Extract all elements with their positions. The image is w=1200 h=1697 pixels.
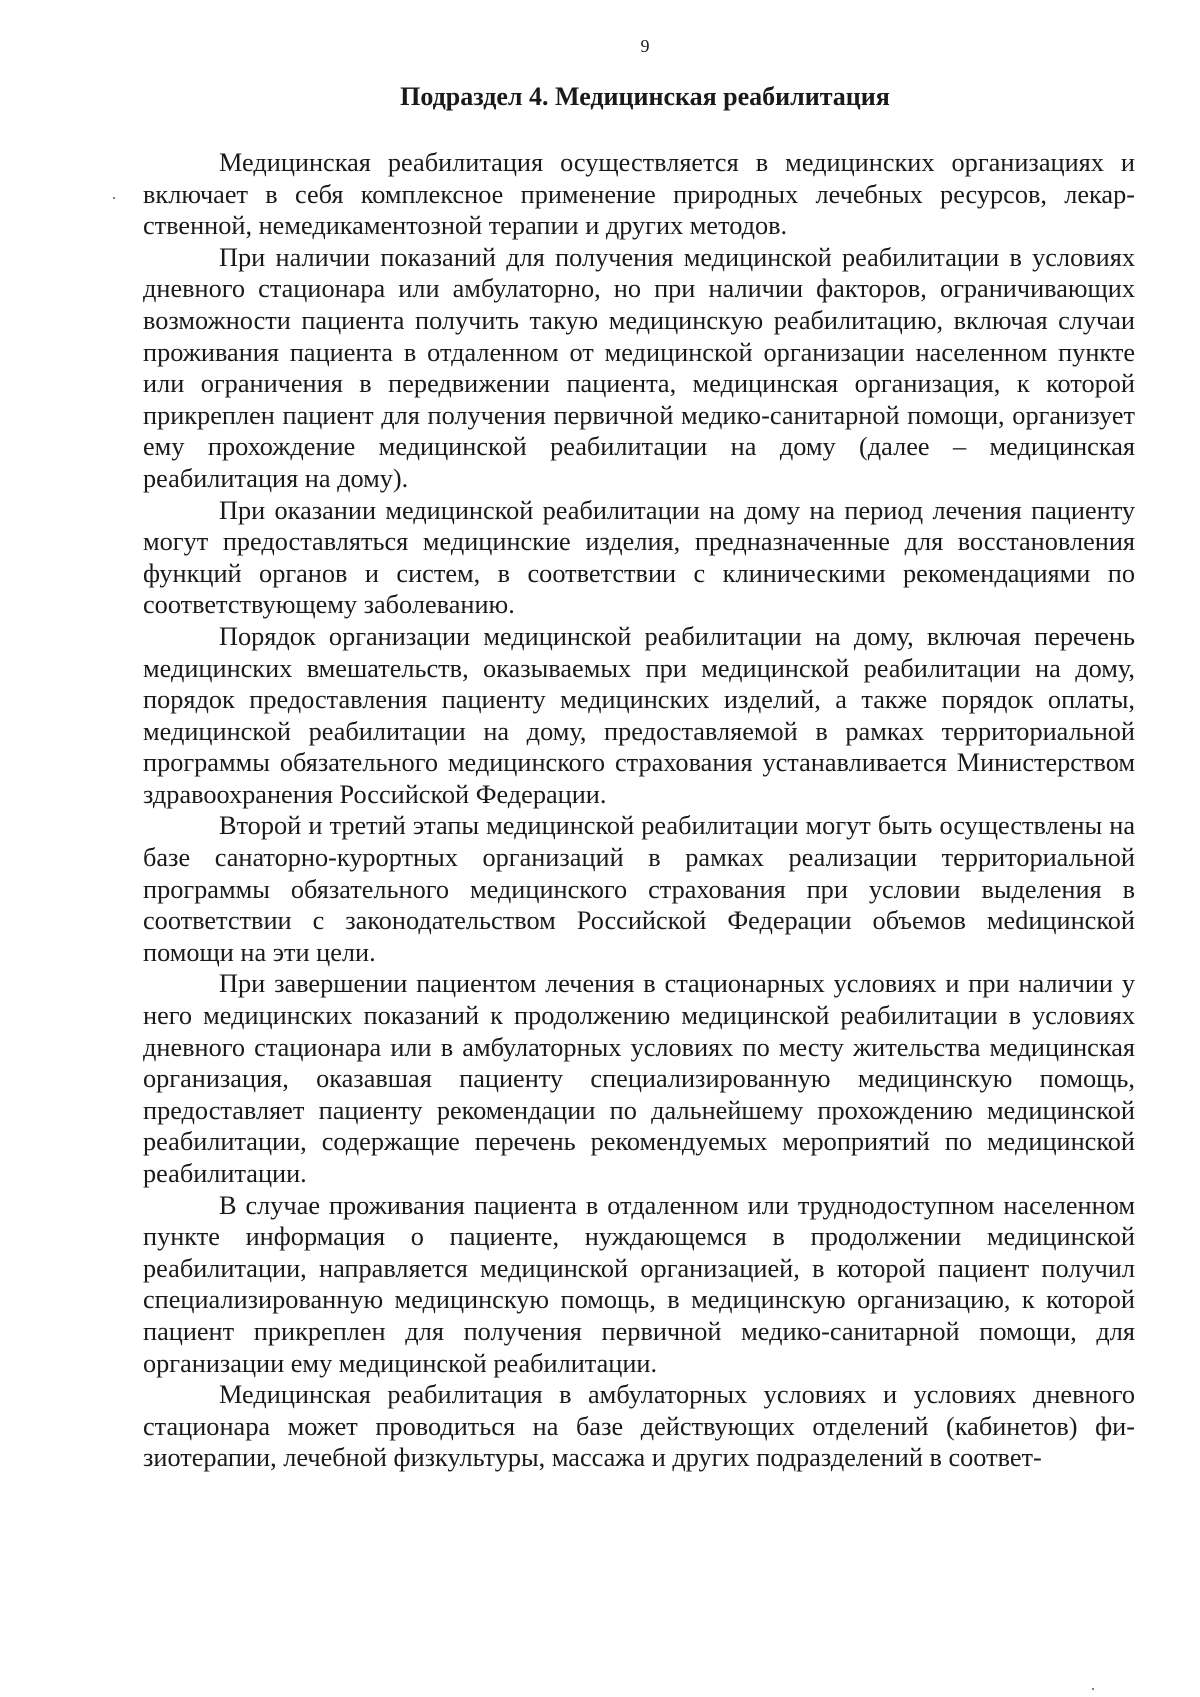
section-title: Подраздел 4. Медицинская реабилитация bbox=[400, 82, 890, 111]
paragraph-1: Медицинская реабилитация осуществляется в медицинских организациях и включает в себя комплексное применение природных лечебных ресурсов, лекарственной, немедикаментозной терапии и других методов. bbox=[143, 148, 1135, 241]
body-text bbox=[143, 147, 1135, 1474]
page-number: 9 bbox=[640, 36, 650, 56]
scan-speck bbox=[113, 197, 115, 199]
paragraph-6: При завершении пациентом лечения в стационарных условиях и при наличии у него медицинских показаний к продолжению медицинской реабилитации в условиях дневного стационара или в амбулаторных условиях по месту жительства медицинская организация, оказавшая пациенту специализированную медицинскую помощь, предоставляет пациенту рекомендации по дальнейшему прохождению медицинской реабилитации, содержащие перечень рекомендуемых мероприятий по медицинской реабилитации. bbox=[143, 969, 1135, 1188]
paragraph-2: При наличии показаний для получения медицинской реабилитации в условиях дневного стационара или амбулаторно, но при наличии факторов, ограничивающих возможности пациента получить такую медицинскую реабилитацию, включая случаи проживания пациента в отдаленном от медицинской организации населенном пункте или ограничения в передвижении пациента, медицинская организация, к которой прикреплен пациент для получения первичной медико-санитарной помощи, организует ему прохождение медицинской реабилитации на дому (далее – медицинская реабилитация на дому). bbox=[143, 242, 1135, 493]
paragraph-8: Медицинская реабилитация в амбулаторных условиях и условиях дневного стационара может проводиться на базе действующих отделений (кабинетов) физиотерапии, лечебной физкультуры, массажа и других подразделений в соответ- bbox=[143, 1380, 1135, 1473]
paragraph-7: В случае проживания пациента в отдаленном или труднодоступном населенном пункте информация о пациенте, нуждающемся в продолжении медицинской реабилитации, направляется медицинской организацией, в которой пациент получил специализированную медицинскую помощь, в медицинскую организацию, к которой пациент прикреплен для получения первичной медико-санитарной помощи, для организации ему медицинской реабилитации. bbox=[143, 1190, 1135, 1378]
paragraph-4: Порядок организации медицинской реабилитации на дому, включая перечень медицинских вмешательств, оказываемых при медицинской реабилитации на дому, порядок предоставления пациенту медицинских изделий, а также порядок оплаты, медицинской реабилитации на дому, предоставляемой в рамках территориальной программы обязательного медицинского страхования устанавливается Министерством здравоохранения Российской Федерации. bbox=[143, 621, 1135, 809]
paragraph-3: При оказании медицинской реабилитации на дому на период лечения пациенту могут предоставляться медицинские изделия, предназначенные для восстановления функций органов и систем, в соответствии с клиническими рекомендациями по соответствующему заболеванию. bbox=[143, 495, 1135, 620]
scan-speck bbox=[1092, 1688, 1094, 1690]
paragraph-5: Второй и третий этапы медицинской реабилитации могут быть осуществлены на базе санаторно-курортных организаций в рамках реализации территориальной программы обязательного медицинского страхования при условии выделения в соответствии с законодательством Российской Федерации объемов меdицинской помощи на эти цели. bbox=[143, 811, 1135, 967]
